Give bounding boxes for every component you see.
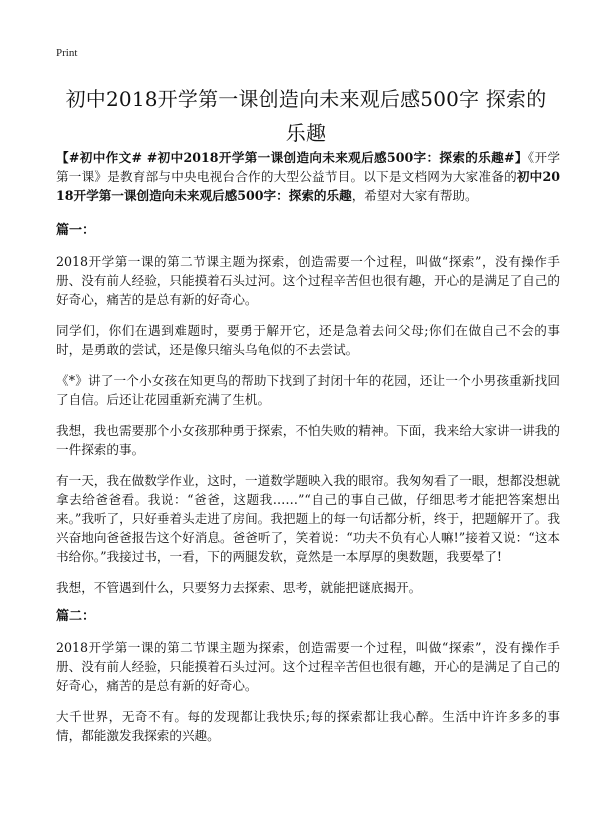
section-1-paragraph-4: 我想，我也需要那个小女孩那种勇于探索，不怕失败的精神。下面，我来给大家讲一讲我的一件探索的事。 [56,423,560,457]
section-1-paragraph-3: 《*》讲了一个小女孩在知更鸟的帮助下找到了封闭十年的花园，还让一个小男孩重新找回了自信。后还让花园重新充满了生机。 [56,373,560,407]
intro-inline-strong: 初中2018开学第一课创造向未来观后感500字：探索的乐趣 [56,169,561,203]
print-link[interactable]: Print [56,47,78,59]
intro-paragraph [56,148,560,205]
section-heading-1: 篇一： [56,223,96,238]
section-1-paragraph-5: 有一天，我在做数学作业，这时，一道数学题映入我的眼帘。我匆匆看了一眼，想都没想就拿去给爸爸看。我说：“爸爸，这题我……”“自己的事自己做，仔细思考才能把答案想出来。”我听了，只好垂着头走进了房间。我把题上的每一句话都分析，终于，把题解开了。我兴奋地向爸爸报告这个好消息。爸爸听了，笑着说：“功夫不负有心人嘛!”接着又说：“这本书给你。”我接过书，一看，下的两腿发软，竟然是一本厚厚的奥数题，我要晕了! [56,473,560,564]
section-2-paragraph-2: 大千世界，无奇不有。每的发现都让我快乐;每的探索都让我心醉。生活中许许多多的事情，都能激发我探索的兴趣。 [56,709,560,743]
section-1-paragraph-2: 同学们，你们在遇到难题时，要勇于解开它，还是急着去问父母;你们在做自己不会的事时，是勇敢的尝试，还是像只缩头乌龟似的不去尝试。 [56,323,560,357]
section-heading-2: 篇二： [56,609,96,624]
article-content [56,148,560,757]
intro-tag-strong: 【#初中作文# #初中2018开学第一课创造向未来观后感500字：探索的乐趣#】 [56,150,528,165]
section-1-paragraph-6: 我想，不管遇到什么，只要努力去探索、思考，就能把谜底揭开。 [56,580,422,595]
section-1-paragraph-1: 2018开学第一课的第二节课主题为探索，创造需要一个过程，叫做“探索”，没有操作手册、没有前人经验，只能摸着石头过河。这个过程辛苦但也很有趣，开心的是满足了自己的好奇心，痛苦的是总有新的好奇心。 [56,254,560,307]
page-title: 初中2018开学第一课创造向未来观后感500字 探索的乐趣 [65,87,547,145]
section-2-paragraph-1: 2018开学第一课的第二节课主题为探索，创造需要一个过程，叫做“探索”，没有操作手册、没有前人经验，只能摸着石头过河。这个过程辛苦但也很有趣，开心的是满足了自己的好奇心，痛苦的是总有新的好奇心。 [56,640,560,693]
intro-middle-text: 《开学第一课》是教育部与中央电视台合作的大型公益节目。以下是文档网为大家准备的 [56,150,561,184]
intro-suffix-text: ，希望对大家有帮助。 [351,188,478,203]
